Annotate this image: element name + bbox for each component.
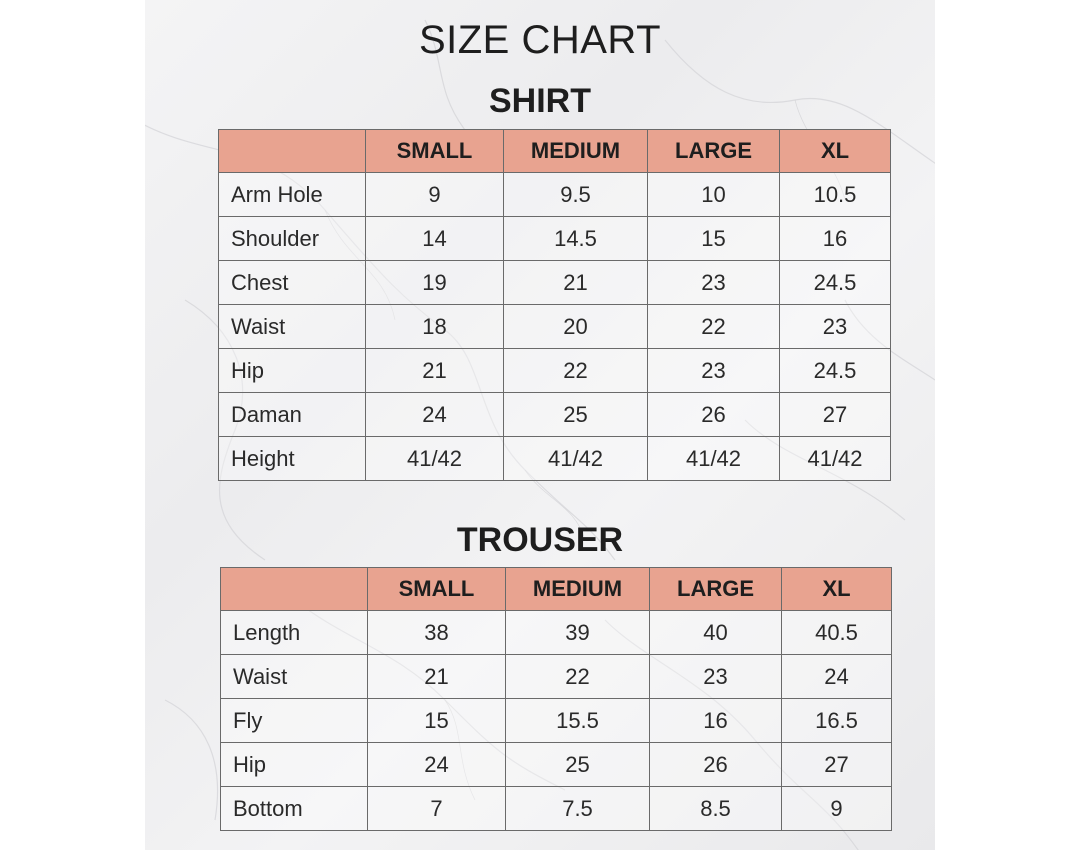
header-cell-xl: XL <box>780 130 891 173</box>
header-cell-large: LARGE <box>650 568 782 611</box>
table-cell: 40 <box>650 611 782 655</box>
table-cell: 41/42 <box>648 437 780 481</box>
row-label: Daman <box>219 393 366 437</box>
table-cell: 23 <box>648 349 780 393</box>
shirt-size-table <box>218 129 891 481</box>
row-label: Shoulder <box>219 217 366 261</box>
row-label: Chest <box>219 261 366 305</box>
table-cell: 38 <box>368 611 506 655</box>
header-cell-xl: XL <box>782 568 892 611</box>
row-label: Bottom <box>221 787 368 831</box>
trouser-size-table <box>220 567 892 831</box>
row-label: Hip <box>219 349 366 393</box>
table-cell: 22 <box>506 655 650 699</box>
table-cell: 41/42 <box>504 437 648 481</box>
table-cell: 39 <box>506 611 650 655</box>
table-row <box>219 393 891 437</box>
row-label: Hip <box>221 743 368 787</box>
table-cell: 18 <box>366 305 504 349</box>
table-cell: 10.5 <box>780 173 891 217</box>
shirt-heading: SHIRT <box>489 82 591 120</box>
table-row <box>221 699 892 743</box>
table-cell: 7.5 <box>506 787 650 831</box>
table-cell: 19 <box>366 261 504 305</box>
table-cell: 16.5 <box>782 699 892 743</box>
table-cell: 9.5 <box>504 173 648 217</box>
table-cell: 27 <box>780 393 891 437</box>
table-row <box>221 611 892 655</box>
header-cell-small: SMALL <box>368 568 506 611</box>
table-cell: 14.5 <box>504 217 648 261</box>
table-header-row <box>219 130 891 173</box>
table-cell: 20 <box>504 305 648 349</box>
table-row <box>219 217 891 261</box>
table-row <box>219 437 891 481</box>
table-cell: 21 <box>368 655 506 699</box>
table-cell: 26 <box>650 743 782 787</box>
table-row <box>221 655 892 699</box>
table-cell: 22 <box>648 305 780 349</box>
table-cell: 25 <box>506 743 650 787</box>
table-cell: 8.5 <box>650 787 782 831</box>
row-label: Height <box>219 437 366 481</box>
table-cell: 15 <box>648 217 780 261</box>
page-title: SIZE CHART <box>418 18 662 62</box>
row-label: Length <box>221 611 368 655</box>
header-cell-blank <box>219 130 366 173</box>
row-label: Waist <box>219 305 366 349</box>
table-cell: 25 <box>504 393 648 437</box>
header-cell-medium: MEDIUM <box>504 130 648 173</box>
table-cell: 41/42 <box>366 437 504 481</box>
table-cell: 15 <box>368 699 506 743</box>
table-cell: 24.5 <box>780 349 891 393</box>
table-cell: 40.5 <box>782 611 892 655</box>
table-cell: 24 <box>366 393 504 437</box>
table-cell: 23 <box>780 305 891 349</box>
table-cell: 15.5 <box>506 699 650 743</box>
table-cell: 7 <box>368 787 506 831</box>
table-cell: 24.5 <box>780 261 891 305</box>
table-cell: 21 <box>366 349 504 393</box>
table-row <box>219 261 891 305</box>
table-cell: 21 <box>504 261 648 305</box>
table-cell: 24 <box>782 655 892 699</box>
table-cell: 16 <box>780 217 891 261</box>
table-cell: 24 <box>368 743 506 787</box>
table-cell: 10 <box>648 173 780 217</box>
table-row <box>221 743 892 787</box>
table-cell: 9 <box>366 173 504 217</box>
table-row <box>221 787 892 831</box>
row-label: Waist <box>221 655 368 699</box>
header-cell-medium: MEDIUM <box>506 568 650 611</box>
row-label: Arm Hole <box>219 173 366 217</box>
table-cell: 9 <box>782 787 892 831</box>
size-chart-sheet <box>145 0 935 850</box>
table-row <box>219 349 891 393</box>
header-cell-blank <box>221 568 368 611</box>
table-cell: 16 <box>650 699 782 743</box>
table-cell: 22 <box>504 349 648 393</box>
header-cell-small: SMALL <box>366 130 504 173</box>
table-cell: 27 <box>782 743 892 787</box>
table-cell: 41/42 <box>780 437 891 481</box>
trouser-heading: TROUSER <box>456 521 624 559</box>
table-header-row <box>221 568 892 611</box>
table-row <box>219 173 891 217</box>
header-cell-large: LARGE <box>648 130 780 173</box>
row-label: Fly <box>221 699 368 743</box>
table-cell: 23 <box>650 655 782 699</box>
table-cell: 26 <box>648 393 780 437</box>
table-cell: 23 <box>648 261 780 305</box>
table-cell: 14 <box>366 217 504 261</box>
table-row <box>219 305 891 349</box>
